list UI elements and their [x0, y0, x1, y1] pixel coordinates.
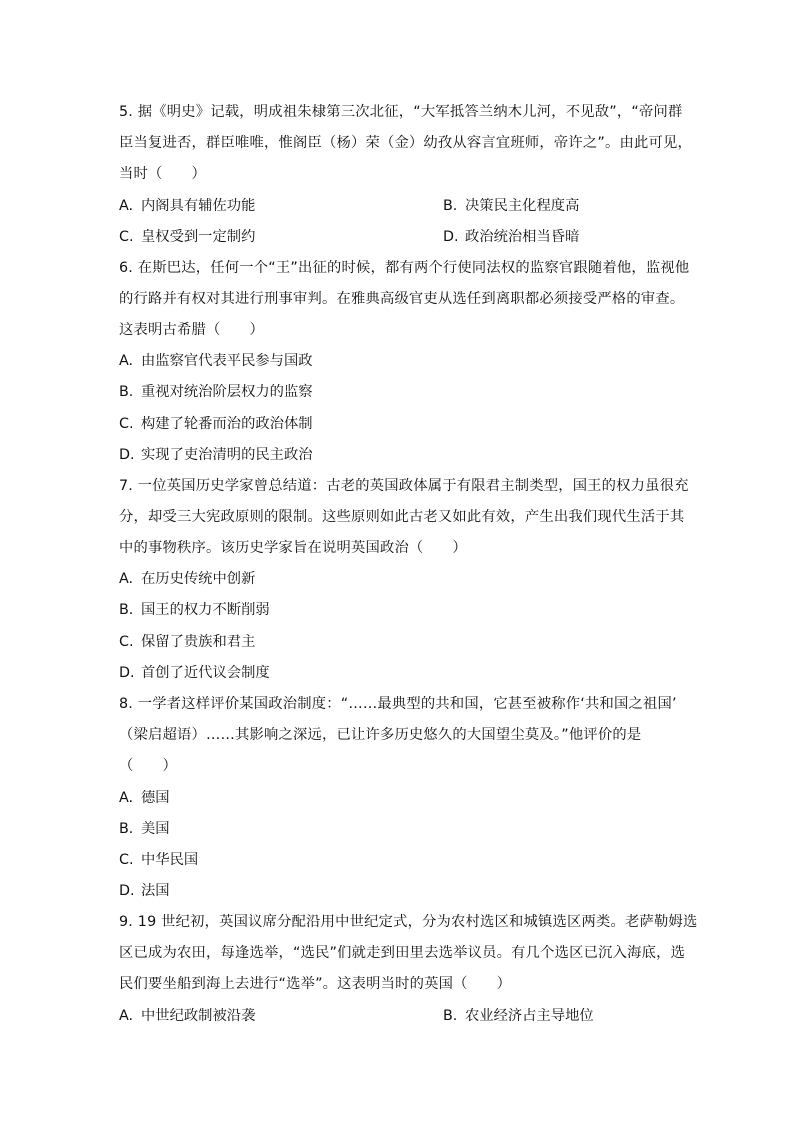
- question-5-line-2: 臣当复进否，群臣唯唯，惟阁臣（杨）荣（金）幼孜从容言宜班师，帝许之”。由此可见，: [119, 135, 692, 151]
- question-5-line-1: 5. 据《明史》记载，明成祖朱棣第三次北征，“大军抵答兰纳木儿河，不见敌”，“帝问群: [119, 104, 683, 120]
- question-5-option-c[interactable]: C. 皇权受到一定制约: [119, 229, 256, 245]
- question-7-option-d[interactable]: D. 首创了近代议会制度: [119, 665, 270, 681]
- question-7-line-3: 中的事物秩序。该历史学家旨在说明英国政治（ ）: [119, 540, 467, 556]
- question-5-option-a[interactable]: A. 内阁具有辅佐功能: [119, 198, 256, 214]
- question-9-option-b[interactable]: B. 农业经济占主导地位: [443, 1008, 594, 1024]
- question-6-line-2: 的行路并有权对其进行刑事审判。在雅典高级官吏从选任到离职都必须接受严格的审查。: [119, 291, 685, 307]
- question-8-line-2: （梁启超语）……其影响之深远，已让许多历史悠久的大国望尘莫及。”他评价的是: [119, 727, 642, 743]
- question-7-option-c[interactable]: C. 保留了贵族和君主: [119, 634, 256, 650]
- question-8-option-a[interactable]: A. 德国: [119, 790, 170, 806]
- question-7-option-b[interactable]: B. 国王的权力不断削弱: [119, 602, 270, 618]
- question-7-line-2: 分，却受三大宪政原则的限制。这些原则如此古老又如此有效，产生出我们现代生活于其: [119, 509, 685, 525]
- question-8-line-1: 8. 一学者这样评价某国政治制度：“……最典型的共和国，它甚至被称作‘共和国之祖国’: [119, 696, 677, 712]
- question-6-option-a[interactable]: A. 由监察官代表平民参与国政: [119, 353, 313, 369]
- question-8-option-b[interactable]: B. 美国: [119, 821, 170, 837]
- question-6-option-d[interactable]: D. 实现了吏治清明的民主政治: [119, 447, 313, 463]
- question-5-line-3: 当时（ ）: [119, 166, 206, 182]
- question-9-option-a[interactable]: A. 中世纪政制被沿袭: [119, 1008, 256, 1024]
- question-8-line-3: （ ）: [119, 758, 177, 774]
- question-6-option-c[interactable]: C. 构建了轮番而治的政治体制: [119, 416, 313, 432]
- question-5-option-d[interactable]: D. 政治统治相当昏暗: [443, 229, 580, 245]
- question-6-option-b[interactable]: B. 重视对统治阶层权力的监察: [119, 384, 313, 400]
- question-5-option-b[interactable]: B. 决策民主化程度高: [443, 198, 580, 214]
- question-6-line-3: 这表明古希腊（ ）: [119, 322, 264, 338]
- question-9-line-2: 区已成为农田，每逢选举，“选民”们就走到田里去选举议员。有几个选区已沉入海底，选: [119, 945, 686, 961]
- question-7-option-a[interactable]: A. 在历史传统中创新: [119, 571, 256, 587]
- question-8-option-c[interactable]: C. 中华民国: [119, 852, 199, 868]
- question-7-line-1: 7. 一位英国历史学家曾总结道：古老的英国政体属于有限君主制类型，国王的权力虽很充: [119, 478, 689, 494]
- question-9-line-3: 民们要坐船到海上去进行“选举”。这表明当时的英国（ ）: [119, 976, 512, 992]
- question-6-line-1: 6. 在斯巴达，任何一个“王”出征的时候，都有两个行使同法权的监察官跟随着他，监视他: [119, 260, 690, 276]
- question-8-option-d[interactable]: D. 法国: [119, 883, 170, 899]
- question-9-line-1: 9. 19 世纪初，英国议席分配沿用中世纪定式，分为农村选区和城镇选区两类。老萨勒姆选: [119, 914, 698, 930]
